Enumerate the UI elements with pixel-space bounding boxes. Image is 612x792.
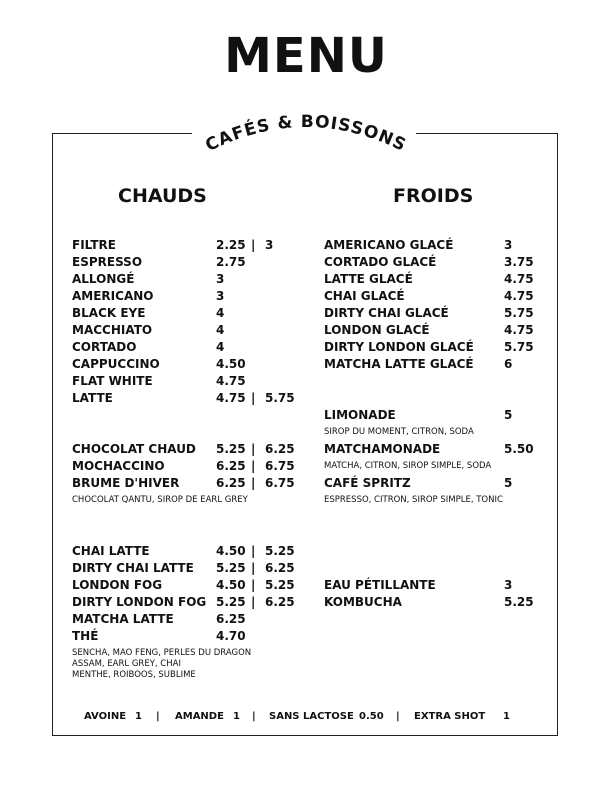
price-separator: | [251,578,256,592]
price-separator: | [251,561,256,575]
item-price: 4.70 [216,629,246,643]
item-price: 5.25 [216,561,246,575]
item-name: CORTADO [72,340,137,354]
item-name: MACCHIATO [72,323,153,337]
item-name: FILTRE [72,238,116,252]
item-name: KOMBUCHA [324,595,402,609]
item-name: DIRTY CHAI LATTE [72,561,194,575]
item-name: MOCHACCINO [72,459,165,473]
item-name: LIMONADE [324,408,396,422]
item-price: 5.25 [216,595,246,609]
extra-option-label: AMANDE [175,711,224,722]
extra-option-price: 0.50 [359,711,384,722]
item-price: 6.25 [216,459,246,473]
item-price: 4 [216,306,225,320]
item-name: CHOCOLAT CHAUD [72,442,196,456]
item-price: 5.25 [216,442,246,456]
extra-option-label: AVOINE [84,711,127,722]
the-description-3: MENTHE, ROIBOOS, SUBLIME [72,670,196,680]
item-name: CHAI GLACÉ [324,289,405,303]
item-price: 5.75 [504,340,534,354]
item-price: 4.75 [504,289,534,303]
price-separator: | [251,238,256,252]
item-name: LONDON GLACÉ [324,323,430,337]
item-name: LATTE GLACÉ [324,272,413,286]
extra-option-price: 1 [233,711,240,722]
footer-separator: | [252,711,256,722]
item-name: ESPRESSO [72,255,143,269]
item-price: 4.50 [216,578,246,592]
the-description-1: SENCHA, MAO FENG, PERLES DU DRAGON [72,648,252,658]
item-name: CORTADO GLACÉ [324,255,437,269]
item-price: 3 [504,238,513,252]
item-price: 3 [504,578,513,592]
item-price-large: 5.75 [265,391,295,405]
item-price: 5 [504,408,513,422]
price-separator: | [251,476,256,490]
item-name: CHAI LATTE [72,544,150,558]
item-price: 4.75 [216,391,246,405]
item-price: 3.75 [504,255,534,269]
item-name: MATCHA LATTE GLACÉ [324,357,474,371]
item-price: 5.25 [504,595,534,609]
item-price-large: 5.25 [265,578,295,592]
item-name: BLACK EYE [72,306,146,320]
item-price: 5.75 [504,306,534,320]
item-price: 4.75 [504,272,534,286]
item-name: AMERICANO [72,289,154,303]
footer-separator: | [156,711,160,722]
item-price: 2.75 [216,255,246,269]
item-name: DIRTY LONDON FOG [72,595,207,609]
item-price: 5.50 [504,442,534,456]
item-price-large: 5.25 [265,544,295,558]
item-name: LATTE [72,391,113,405]
item-name: BRUME D'HIVER [72,476,180,490]
item-name: FLAT WHITE [72,374,153,388]
item-price: 6.25 [216,612,246,626]
item-price: 6.25 [216,476,246,490]
item-price-large: 3 [265,238,274,252]
item-price-large: 6.75 [265,459,295,473]
price-separator: | [251,544,256,558]
item-price: 4.75 [504,323,534,337]
item-price: 4 [216,340,225,354]
item-price: 4.50 [216,357,246,371]
item-price: 2.25 [216,238,246,252]
menu-title: MENU [224,28,388,84]
item-name: DIRTY CHAI GLACÉ [324,306,449,320]
price-separator: | [251,595,256,609]
menu-frame [52,133,558,736]
item-name: LONDON FOG [72,578,163,592]
item-price: 5 [504,476,513,490]
item-name: ALLONGÉ [72,272,135,286]
price-separator: | [251,442,256,456]
price-separator: | [251,391,256,405]
column-heading-chauds: CHAUDS [118,185,207,207]
extra-option-price: 1 [135,711,142,722]
item-name: THÉ [72,629,99,643]
column-heading-froids: FROIDS [393,185,474,207]
item-name: MATCHAMONADE [324,442,441,456]
extra-option-label: EXTRA SHOT [414,711,486,722]
item-price: 3 [216,272,225,286]
extra-option-label: SANS LACTOSE [269,711,354,722]
item-name: EAU PÉTILLANTE [324,578,436,592]
item-price-large: 6.25 [265,442,295,456]
item-name: MATCHA LATTE [72,612,174,626]
item-price-large: 6.75 [265,476,295,490]
item-name: CAFÉ SPRITZ [324,476,411,490]
footer-separator: | [396,711,400,722]
item-description: SIROP DU MOMENT, CITRON, SODA [324,427,474,437]
the-description-2: ASSAM, EARL GREY, CHAI [72,659,181,669]
item-price-large: 6.25 [265,561,295,575]
item-price: 4 [216,323,225,337]
brume-description: CHOCOLAT QANTU, SIROP DE EARL GREY [72,495,248,505]
item-price-large: 6.25 [265,595,295,609]
item-description: MATCHA, CITRON, SIROP SIMPLE, SODA [324,461,492,471]
subtitle-text: CAFÉS & BOISSONS [202,111,410,156]
price-separator: | [251,459,256,473]
item-price: 6 [504,357,513,371]
extra-option-price: 1 [503,711,510,722]
item-price: 4.75 [216,374,246,388]
item-name: CAPPUCCINO [72,357,160,371]
item-price: 3 [216,289,225,303]
item-description: ESPRESSO, CITRON, SIROP SIMPLE, TONIC [324,495,503,505]
item-name: AMERICANO GLACÉ [324,238,454,252]
item-name: DIRTY LONDON GLACÉ [324,340,474,354]
item-price: 4.50 [216,544,246,558]
